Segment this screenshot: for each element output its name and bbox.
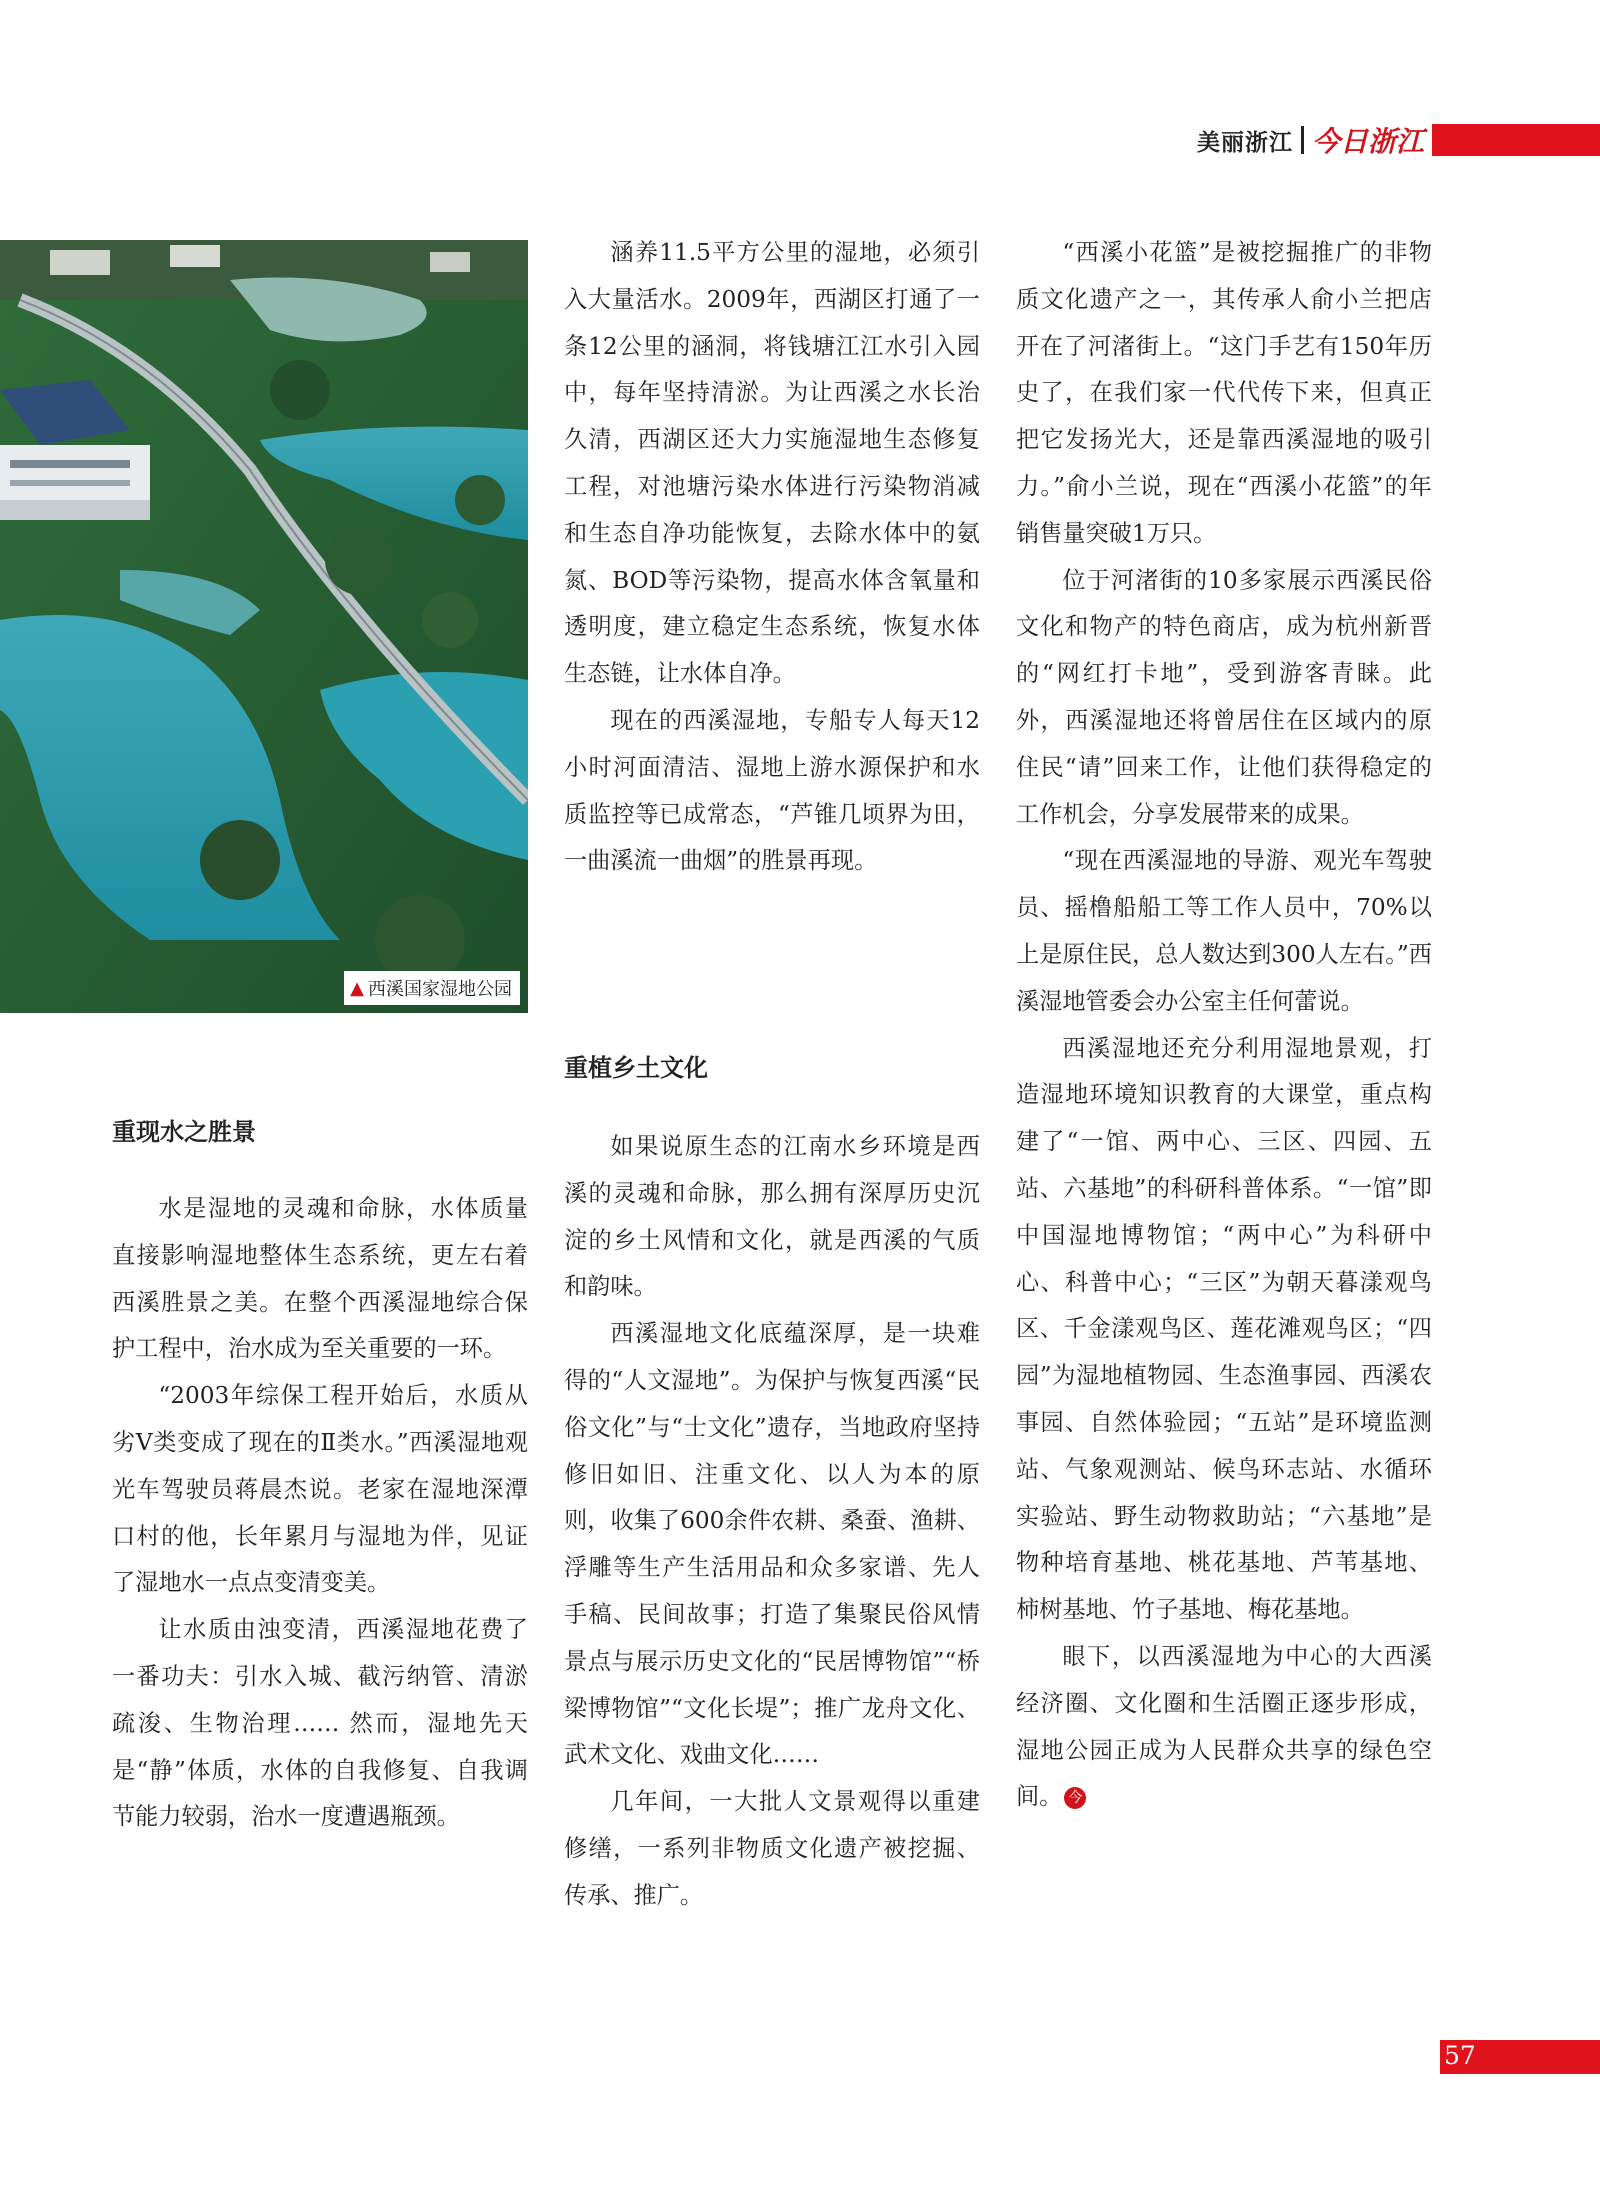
triangle-icon: ▲ <box>350 977 364 999</box>
paragraph: 几年间，一大批人文景观得以重建修缮，一系列非物质文化遗产被挖掘、传承、推广。 <box>564 1788 980 1909</box>
wetland-photo <box>0 240 528 1013</box>
paragraph: “西溪小花篮”是被挖掘推广的非物质文化遗产之一，其传承人俞小兰把店开在了河渚街上。“这门手艺有150年历史了，在我们家一代代传下来，但真正把它发扬光大，还是靠西溪湿地的吸引力。”俞小兰说，现在“西溪小花篮”的年销售量突破1万只。 <box>1016 239 1432 547</box>
section-heading-water <box>112 1092 528 1167</box>
paragraph: “现在西溪湿地的导游、观光车驾驶员、摇橹船船工等工作人员中，70%以上是原住民，总人数达到300人左右。”西溪湿地管委会办公室主任何蕾说。 <box>1016 847 1432 1015</box>
column-2-bottom <box>564 1124 980 1920</box>
paragraph: 如果说原生态的江南水乡环境是西溪的灵魂和命脉，那么拥有深厚历史沉淀的乡土风情和文化，就是西溪的气质和韵味。 <box>564 1133 980 1301</box>
end-mark-icon: 今 <box>1064 1787 1086 1809</box>
page-number: 57 <box>1444 2041 1476 2070</box>
paragraph: 西溪湿地文化底蕴深厚，是一块难得的“人文湿地”。为保护与恢复西溪“民俗文化”与“士文化”遗存，当地政府坚持修旧如旧、注重文化、以人为本的原则，收集了600余件农耕、桑蚕、渔耕、浮雕等生产生活用品和众多家谱、先人手稿、民间故事；打造了集聚民俗风情景点与展示历史文化的“民居博物馆”“桥梁博物馆”“文化长堤”；推广龙舟文化、武术文化、戏曲文化…… <box>564 1320 980 1769</box>
heading-text: 重植乡土文化 <box>564 1052 708 1082</box>
aerial-wetland-illustration <box>0 240 528 1013</box>
section-title: 美丽浙江 <box>1196 129 1293 156</box>
header-divider <box>1301 126 1304 154</box>
magazine-logo: 今日浙江 <box>1311 125 1424 158</box>
page-header <box>1197 122 1600 158</box>
section-heading-culture <box>564 1028 980 1103</box>
column-2-top <box>564 230 980 885</box>
paragraph-text: 眼下，以西溪湿地为中心的大西溪经济圈、文化圈和生活圈正逐步形成，湿地公园正成为人民群众共享的绿色空间。 <box>1016 1642 1432 1811</box>
header-red-bar <box>1432 124 1600 156</box>
photo-caption <box>344 971 520 1005</box>
column-3 <box>1016 230 1432 1821</box>
column-1 <box>112 1186 528 1841</box>
paragraph: 涵养11.5平方公里的湿地，必须引入大量活水。2009年，西湖区打通了一条12公里的涵洞，将钱塘江江水引入园中，每年坚持清淤。为让西溪之水长治久清，西湖区还大力实施湿地生态修复工程，对池塘污染水体进行污染物消减和生态自净功能恢复，去除水体中的氨氮、BOD等污染物，提高水体含氧量和透明度，建立稳定生态系统，恢复水体生态链，让水体自净。 <box>564 239 980 688</box>
last-paragraph <box>1016 1634 1432 1821</box>
paragraph: 西溪湿地还充分利用湿地景观，打造湿地环境知识教育的大课堂，重点构建了“一馆、两中心、三区、四园、五站、六基地”的科研科普体系。“一馆”即中国湿地博物馆；“两中心”为科研中心、科普中心；“三区”为朝天暮漾观鸟区、千金漾观鸟区、莲花滩观鸟区；“四园”为湿地植物园、生态渔事园、西溪农事园、自然体验园；“五站”是环境监测站、气象观测站、候鸟环志站、水循环实验站、野生动物救助站；“六基地”是物种培育基地、桃花基地、芦苇基地、柿树基地、竹子基地、梅花基地。 <box>1016 1034 1432 1624</box>
paragraph: 现在的西溪湿地，专船专人每天12小时河面清洁、湿地上游水源保护和水质监控等已成常态，“芦锥几顷界为田，一曲溪流一曲烟”的胜景再现。 <box>564 706 980 875</box>
paragraph: 水是湿地的灵魂和命脉，水体质量直接影响湿地整体生态系统，更左右着西溪胜景之美。在整个西溪湿地综合保护工程中，治水成为至关重要的一环。 <box>112 1195 528 1363</box>
paragraph: 让水质由浊变清，西溪湿地花费了一番功夫：引水入城、截污纳管、清淤疏浚、生物治理…… 然而，湿地先天是“静”体质，水体的自我修复、自我调节能力较弱，治水一度遭遇瓶颈。 <box>112 1616 528 1831</box>
photo-caption-text: 西溪国家湿地公园 <box>368 979 512 1000</box>
paragraph: 位于河渚街的10多家展示西溪民俗文化和物产的特色商店，成为杭州新晋的“网红打卡地”，受到游客青睐。此外，西溪湿地还将曾居住在区域内的原住民“请”回来工作，让他们获得稳定的工作机会，分享发展带来的成果。 <box>1016 566 1432 828</box>
heading-text: 重现水之胜景 <box>112 1116 256 1146</box>
paragraph: “2003年综保工程开始后，水质从劣Ⅴ类变成了现在的Ⅱ类水。”西溪湿地观光车驾驶员蒋晨杰说。老家在湿地深潭口村的他，长年累月与湿地为伴，见证了湿地水一点点变清变美。 <box>112 1382 528 1597</box>
